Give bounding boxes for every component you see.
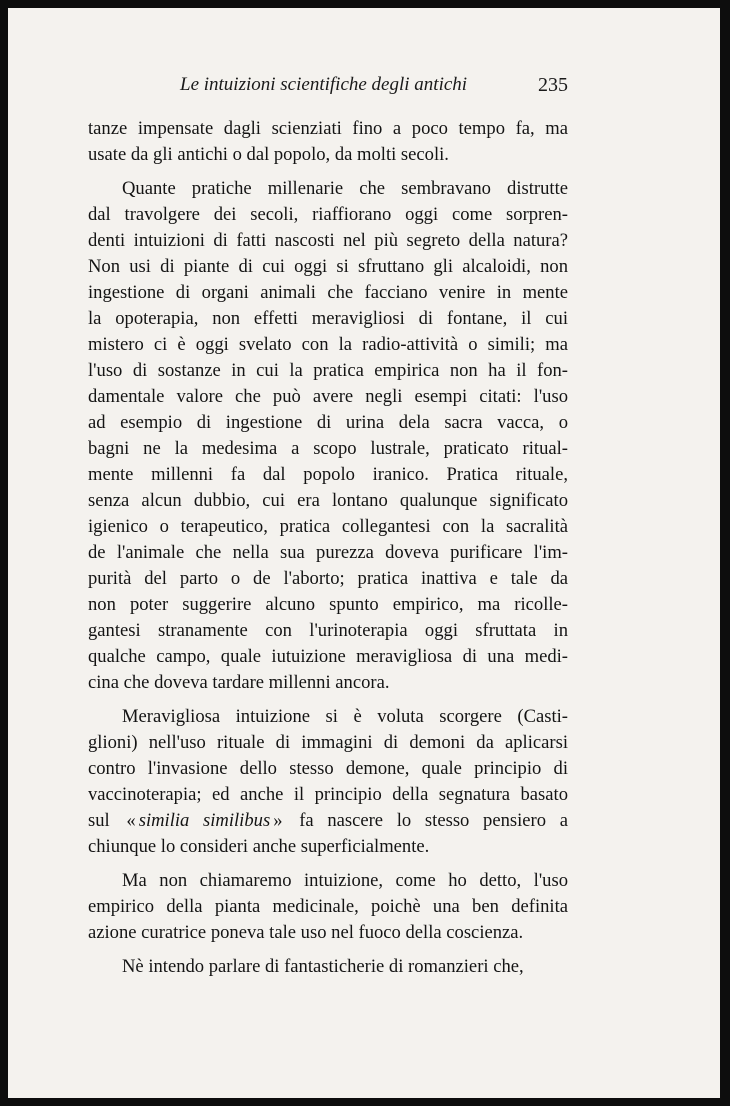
paragraph xyxy=(88,868,568,946)
text-line: mente millenni fa dal popolo iranico. Pratica rituale, xyxy=(88,464,568,485)
text-line: glioni) nell'uso rituale di immagini di demoni da aplicarsi xyxy=(88,732,568,753)
quote-close: » xyxy=(273,810,283,831)
text-line: igienico o terapeutico, pratica collegantesi con la sacralità xyxy=(88,516,568,537)
page-number: 235 xyxy=(538,74,568,96)
text-line: empirico della pianta medicinale, poichè una ben definita xyxy=(88,896,568,917)
text-line: ad esempio di ingestione di urina dela sacra vacca, o xyxy=(88,412,568,433)
text-line: gantesi stranamente con l'urinoterapia oggi sfruttata in xyxy=(88,620,568,641)
paragraph xyxy=(88,116,568,168)
text-fragment: sul xyxy=(88,810,110,831)
paragraph xyxy=(88,954,568,980)
text-line: la opoterapia, non effetti meravigliosi di fontane, il cui xyxy=(88,308,568,329)
text-line: chiunque lo consideri anche superficialmente. xyxy=(88,836,430,857)
text-line: bagni ne la medesima a scopo lustrale, praticato ritual- xyxy=(88,438,568,459)
quote-open: « xyxy=(126,810,136,831)
running-title: Le intuizioni scientifiche degli antichi xyxy=(180,74,468,95)
text-fragment: fa nascere lo stesso pensiero a xyxy=(299,810,568,831)
text-line: de l'animale che nella sua purezza doveva purificare l'im- xyxy=(88,542,568,563)
text-line: Meravigliosa intuizione si è voluta scorgere (Casti- xyxy=(122,706,568,727)
text-line: ingestione di organi animali che facciano venire in mente xyxy=(88,282,568,303)
paragraph xyxy=(88,704,568,860)
text-line: denti intuizioni di fatti nascosti nel più segreto della natura? xyxy=(88,230,568,251)
text-line: contro l'invasione dello stesso demone, quale principio di xyxy=(88,758,568,779)
text-line: vaccinoterapia; ed anche il principio della segnatura basato xyxy=(88,784,568,805)
text-line: mistero ci è oggi svelato con la radio-attività o simili; ma xyxy=(88,334,568,355)
text-line: dal travolgere dei secoli, riaffiorano oggi come sorpren- xyxy=(88,204,568,225)
text-line: Quante pratiche millenarie che sembravano distrutte xyxy=(122,178,568,199)
text-line: cina che doveva tardare millenni ancora. xyxy=(88,672,390,693)
text-line: Non usi di piante di cui oggi si sfruttano gli alcaloidi, non xyxy=(88,256,568,277)
text-line: senza alcun dubbio, cui era lontano qualunque significato xyxy=(88,490,568,511)
page-header xyxy=(88,74,568,104)
text-line: azione curatrice poneva tale uso nel fuoco della coscienza. xyxy=(88,922,524,943)
paragraph xyxy=(88,176,568,696)
text-line: tanze impensate dagli scienziati fino a poco tempo fa, ma xyxy=(88,118,568,139)
text-line: purità del parto o de l'aborto; pratica inattiva e tale da xyxy=(88,568,568,589)
text-line: non poter suggerire alcuno spunto empirico, ma ricolle- xyxy=(88,594,568,615)
text-line: usate da gli antichi o dal popolo, da molti secoli. xyxy=(88,144,449,165)
text-line: Nè intendo parlare di fantasticherie di romanzieri che, xyxy=(122,956,524,977)
page-body xyxy=(88,116,568,980)
text-line: damentale valore che può avere negli esempi citati: l'uso xyxy=(88,386,568,407)
text-line: qualche campo, quale iutuizione meravigliosa di una medi- xyxy=(88,646,568,667)
text-line-with-latin-quote xyxy=(88,808,568,834)
text-line: Ma non chiamaremo intuizione, come ho detto, l'uso xyxy=(122,870,568,891)
text-line: l'uso di sostanze in cui la pratica empirica non ha il fon- xyxy=(88,360,568,381)
book-page xyxy=(8,8,720,1098)
latin-phrase: similia similibus xyxy=(138,810,271,831)
